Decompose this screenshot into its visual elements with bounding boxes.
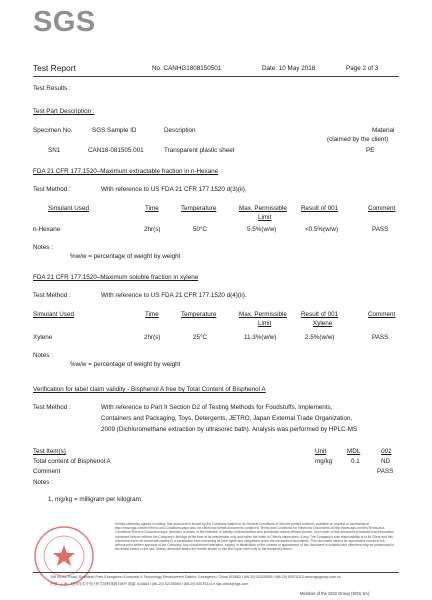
col-sgs-sample-id: SGS Sample ID [92, 127, 137, 134]
s2-col-xylene: Xylene [313, 320, 333, 327]
s2-note: %w/w = percentage of weight by weight [70, 361, 181, 368]
s1-col-max-permissible: Max. Permissible [239, 205, 287, 212]
s1-cell-result: <0.5%(w/w) [305, 226, 339, 233]
col-description: Description [164, 127, 196, 134]
s3-cell-unit: mg/kg [315, 458, 333, 465]
footer-address-en: 198 Kezhu Road, Scientech Park Guangzhou Economic & Technology Development District, Guangzhou, China 510663 t (86-20) 82155555 f (86-20) 82075113 www.sgsgroup.com.cn [50, 575, 341, 579]
section1-title: FDA 21 CFR 177.1520–Maximum extractable fraction in n-Hexane [33, 168, 219, 175]
section3-method-line2: Containers and Packaging, Toys, Detergents, JETRO, Japan External Trade Organization, [101, 415, 353, 422]
s2-col-limit: Limit [258, 320, 272, 327]
test-part-description-label: Test Part Description : [33, 108, 95, 115]
s1-note: %w/w = percentage of weight by weight [70, 253, 181, 260]
s3-cell-test-item: Total content of Bisphenol A [33, 458, 111, 465]
cell-description: Transparent plastic sheet [164, 147, 235, 154]
s2-col-comment: Comment [368, 311, 396, 318]
col-material: Material [372, 127, 395, 134]
s2-cell-result: 2.5%(w/w) [305, 334, 335, 341]
s1-cell-time: 2hr(s) [144, 226, 161, 233]
s1-notes-label: Notes : [33, 244, 53, 251]
header-rule [33, 76, 399, 77]
s1-cell-comment: PASS [372, 226, 389, 233]
s1-cell-temperature: 50°C [193, 226, 208, 233]
s3-cell-mdl: 0.1 [351, 458, 360, 465]
s2-cell-time: 2hr(s) [144, 334, 161, 341]
page-number: Page 2 of 3 [346, 65, 379, 72]
s1-col-time: Time [145, 205, 159, 212]
s3-cell-001: ND [381, 458, 391, 465]
s2-cell-simulant: Xylene [33, 334, 53, 341]
s3-col-unit: Unit [315, 448, 327, 455]
s2-cell-temperature: 25°C [193, 334, 208, 341]
section3-method-line3: 2009 (Dichloromethane extraction by ultrasonic bath). Analysis was performed by HPLC-MS [101, 426, 358, 433]
s1-cell-limit: 5.5%(w/w) [247, 226, 277, 233]
s1-col-comment: Comment [368, 205, 396, 212]
s2-col-temperature: Temperature [181, 311, 217, 318]
s3-notes-label: Notes : [33, 479, 53, 486]
section3-title: Verification for label claim validity - Bisphenol A free by Total Content of Bisphenol A [33, 386, 266, 393]
s2-notes-label: Notes : [33, 352, 53, 359]
s3-comment-label: Comment [33, 468, 61, 475]
report-date: Date: 10 May 2018 [262, 65, 316, 72]
col-material-claimed: (claimed by the client) [327, 136, 389, 143]
s2-col-time: Time [145, 311, 159, 318]
s1-col-result: Result of 001 [301, 205, 339, 212]
sgs-logo: SGS [33, 6, 96, 38]
s1-col-temperature: Temperature [181, 205, 217, 212]
section2-method: With reference to US FDA 21 CFR 177.1520 d(4)(ii). [101, 292, 247, 299]
sgs-group-member: Member of the SGS Group (SGS SA) [300, 591, 370, 596]
cell-sample-id: CAN18-081505.001 [88, 147, 144, 154]
section3-method-label: Test Method : [33, 404, 71, 411]
s3-note: 1. mg/kg = milligram per kilogram [48, 496, 141, 503]
footer-address-cn: 中国 · 广州 · 经济技术开发区科学城科珠路198号 邮编: 510663 t (86-20) 82155555 f (86-20) 82075113 e sgs.china@sgs.com [50, 582, 249, 586]
section2-method-label: Test Method : [33, 292, 71, 299]
s2-cell-limit: 11.3%(w/w) [244, 334, 277, 341]
section1-method-label: Test Method : [33, 186, 71, 193]
s3-col-mdl: MDL [347, 448, 361, 455]
s1-col-limit: Limit [258, 214, 272, 221]
s2-cell-comment: PASS [372, 334, 389, 341]
section2-title: FDA 21 CFR 177.1520–Maximum soluble fraction in xylene [33, 274, 199, 281]
section3-method-line1: With reference to Part II Section D2 of Testing Methods for Foodstuffs, Implements, [101, 404, 333, 411]
report-number: No. CANHG1808150501 [152, 65, 222, 72]
s1-col-simulant: Simulant Used [48, 205, 89, 212]
s2-col-result: Result of 001 [301, 311, 339, 318]
footer-rule [33, 572, 399, 573]
legal-disclaimer: Unless otherwise agreed in writing, this document is issued by the Company subject to its General Conditions of Service printed overleaf, available on request or accessible at http://www.sgs.com/en/Terms-and-Conditions.aspx and, for electronic format documents, subject to Terms and Conditions for Electronic Documents at http://www.sgs.com/en/Terms-and-Conditions/Terms-e-Document.aspx. Attention is drawn to the limitation of liability, indemnification and jurisdiction issues defined therein. Any holder of this document is advised that information contained hereon reflects the Company's findings at the time of its intervention only and within the limits of Client's instructions, if any. The Company's sole responsibility is to its Client and this document does not exonerate parties to a transaction from exercising all their rights and obligations under the transaction documents. This document cannot be reproduced except in full, without prior written approval of the Company. Any unauthorized alteration, forgery or falsification of the content or appearance of this document is unlawful and offenders may be prosecuted to the fullest extent of the law. Unless otherwise stated the results shown in this test report refer only to the sample(s) tested. [115, 522, 395, 552]
cell-specimen: SN1 [48, 147, 61, 154]
s1-cell-simulant: n-Hexane [33, 226, 61, 233]
s2-col-max-permissible: Max. Permissible [239, 311, 287, 318]
s3-col-test-item: Test Item(s) [33, 448, 66, 455]
s3-col-001: 001 [381, 448, 392, 455]
s3-comment-value: PASS [377, 468, 394, 475]
cell-material: PE [366, 147, 375, 154]
col-specimen-no: Specimen No. [33, 127, 73, 134]
test-results-label: Test Results : [33, 85, 71, 92]
report-title: Test Report [33, 63, 76, 73]
s2-col-simulant: Simulant Used [33, 311, 74, 318]
section1-method: With reference to US FDA 21 CFR 177.1520 d(3)(ii). [101, 186, 247, 193]
